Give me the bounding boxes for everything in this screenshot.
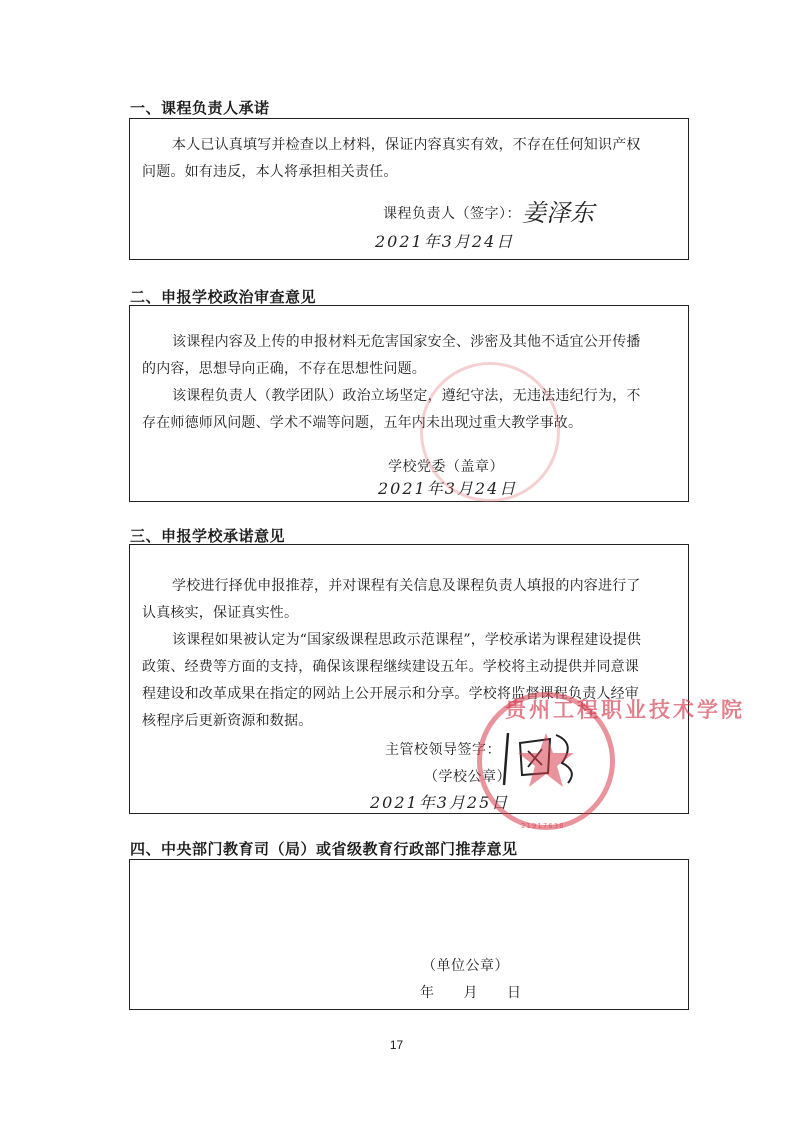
section-2-box bbox=[129, 305, 689, 502]
section-1-heading: 一、课程负责人承诺 bbox=[130, 99, 270, 117]
section-2-line-4: 存在师德师风问题、学术不端等问题，五年内未出现过重大教学事故。 bbox=[142, 415, 583, 431]
section-2-stamp-label: 学校党委（盖章） bbox=[388, 459, 504, 475]
school-leader-signature-label: 主管校领导签字： bbox=[385, 742, 501, 758]
section-3-line-4: 政策、经费等方面的支持，确保该课程继续建设五年。学校将主动提供并同意课 bbox=[142, 659, 639, 675]
section-3-date: 2021年3月25日 bbox=[370, 793, 510, 812]
section-3-line-3: 该课程如果被认定为“国家级课程思政示范课程”，学校承诺为课程建设提供 bbox=[172, 632, 642, 648]
school-seal-number: 21917636 bbox=[521, 822, 565, 830]
section-3-stamp-label: （学校公章） bbox=[424, 769, 511, 785]
faint-seal-stamp bbox=[420, 362, 560, 502]
section-4-box bbox=[129, 859, 689, 1010]
handwritten-signature: 姜泽东 bbox=[522, 199, 594, 227]
section-4-heading: 四、中央部门教育司（局）或省级教育行政部门推荐意见 bbox=[130, 840, 518, 858]
school-seal-text: 贵州工程职业技术学院 bbox=[505, 698, 745, 722]
section-2-date: 2021年3月24日 bbox=[378, 479, 518, 498]
section-3-line-1: 学校进行择优申报推荐，并对课程有关信息及课程负责人填报的内容进行了 bbox=[172, 578, 641, 594]
section-3-line-6: 核程序后更新资源和数据。 bbox=[142, 713, 313, 729]
section-1-box bbox=[129, 118, 689, 260]
section-1-line-1: 本人已认真填写并检查以上材料，保证内容真实有效，不存在任何知识产权 bbox=[172, 137, 641, 153]
section-3-line-5: 程建设和改革成果在指定的网站上公开展示和分享。学校将监督课程负责人经审 bbox=[142, 686, 639, 702]
section-4-date-placeholder: 年 月 日 bbox=[420, 985, 522, 1001]
section-3-line-2: 认真核实，保证真实性。 bbox=[142, 605, 299, 621]
signature-label: 课程负责人（签字）： bbox=[383, 206, 521, 222]
section-4-stamp-label: （单位公章） bbox=[422, 958, 509, 974]
section-2-line-3: 该课程负责人（教学团队）政治立场坚定，遵纪守法，无违法违纪行为，不 bbox=[172, 388, 641, 404]
section-2-line-1: 该课程内容及上传的申报材料无危害国家安全、涉密及其他不适宜公开传播 bbox=[172, 334, 641, 350]
page-number: 17 bbox=[389, 1038, 404, 1052]
section-2-heading: 二、申报学校政治审查意见 bbox=[130, 288, 317, 306]
section-3-heading: 三、申报学校承诺意见 bbox=[130, 527, 286, 545]
section-1-date: 2021年3月24日 bbox=[375, 232, 515, 251]
section-2-line-2: 的内容，思想导向正确，不存在思想性问题。 bbox=[142, 361, 426, 377]
section-1-line-2: 问题。如有违反，本人将承担相关责任。 bbox=[142, 164, 398, 180]
